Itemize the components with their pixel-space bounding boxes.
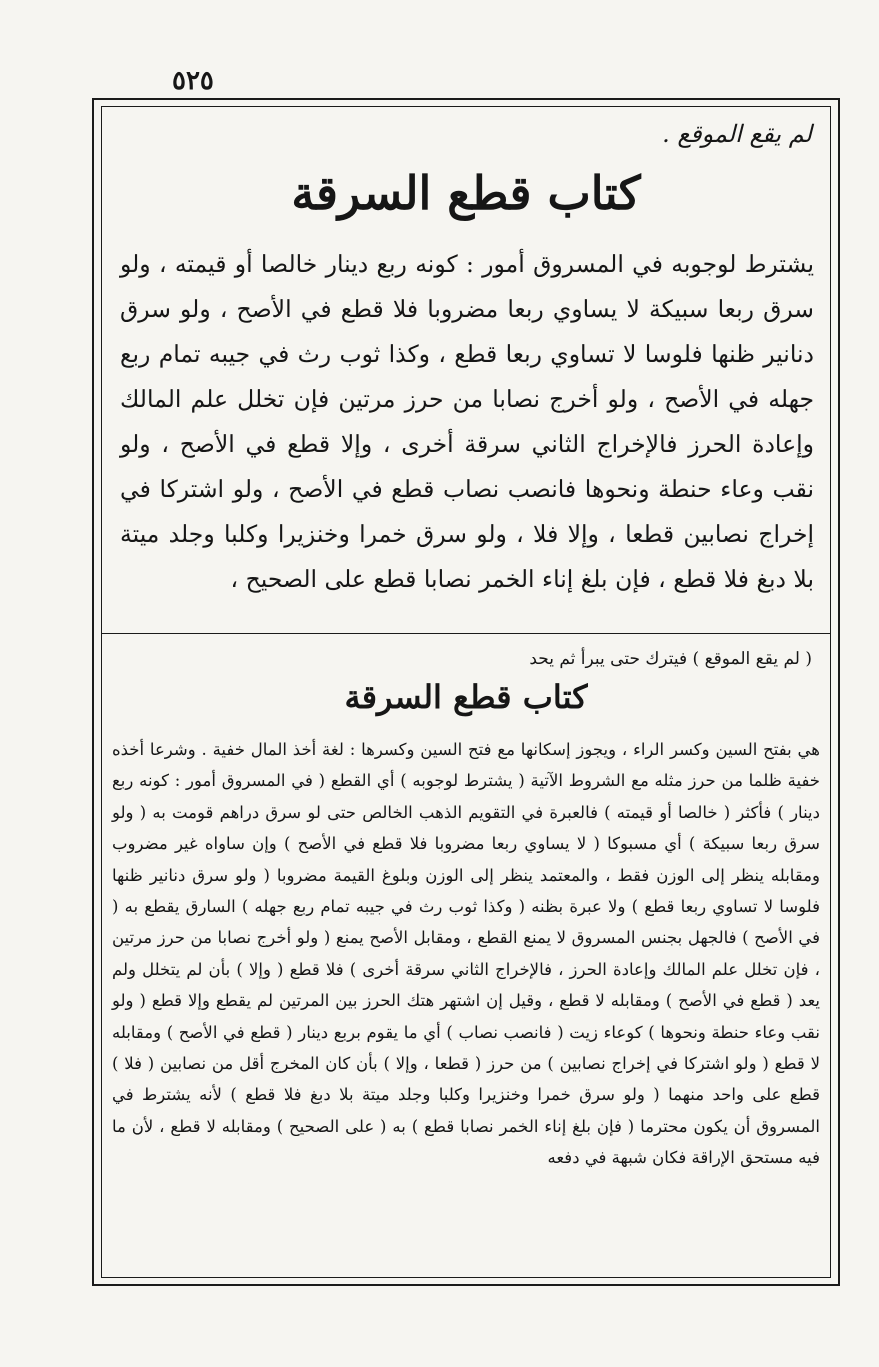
- matn-title: كتاب قطع السرقة: [291, 166, 641, 220]
- sharh-fragment-text: ( لم يقع الموقع ) فيترك حتى يبرأ ثم يحد: [529, 649, 812, 669]
- matn-fragment-text: لم يقع الموقع .: [662, 120, 812, 148]
- section-divider: [101, 633, 831, 634]
- matn-paragraph: يشترط لوجوبه في المسروق أمور : كونه ربع دينار خالصا أو قيمته ، ولو سرق ربعا سبيكة لا يساوي ربعا مضروبا فلا قطع في الأصح ، ولو سرق دنانير ظنها فلوسا لا تساوي ربعا قطع ، وكذا ثوب رث في جيبه تمام ربع جهله في الأصح ، ولو أخرج نصابا من حرز مرتين فإن تخلل علم المالك وإعادة الحرز فالإخراج الثاني سرقة أخرى ، وإلا قطع في الأصح ، ولو نقب وعاء حنطة ونحوها فانصب نصاب قطع في الأصح ، ولو اشتركا في إخراج نصابين قطعا ، وإلا فلا ، ولو سرق خمرا وخنزيرا وكلبا وجلد ميتة بلا دبغ فلا قطع ، فإن بلغ إناء الخمر نصابا قطع على الصحيح ،: [120, 250, 814, 593]
- page-number: ٥٢٥: [172, 66, 214, 96]
- sharh-body: [112, 734, 820, 1174]
- matn-fragment: [120, 120, 812, 148]
- matn-body: [120, 242, 814, 602]
- sharh-fragment: [120, 647, 812, 671]
- sharh-title: كتاب قطع السرقة: [344, 678, 588, 716]
- sharh-paragraph: هي بفتح السين وكسر الراء ، ويجوز إسكانها مع فتح السين وكسرها : لغة أخذ المال خفية . وشرعا أخذه خفية ظلما من حرز مثله مع الشروط الآتية ( يشترط لوجوبه ) أي القطع ( في المسروق أمور : كونه ربع دينار ) فأكثر ( خالصا أو قيمته ) فالعبرة في التقويم الذهب الخالص حتى لو سرق دراهم قومت به ( ولو سرق ربعا سبيكة ) أي مسبوكا ( لا يساوي ربعا مضروبا فلا قطع في الأصح ) وإن ساواه غير مضروب ومقابله ينظر إلى الوزن فقط ، والمعتمد ينظر إلى الوزن وبلوغ القيمة مضروبا ( ولو سرق دنانير ظنها فلوسا لا تساوي ربعا قطع ) ولا عبرة بظنه ( وكذا ثوب رث في جيبه تمام ربع جهله ) السارق يقطع به ( في الأصح ) فالجهل بجنس المسروق لا يمنع القطع ، ومقابل الأصح يمنع ( ولو أخرج نصابا من حرز مرتين ، فإن تخلل علم المالك وإعادة الحرز ، فالإخراج الثاني سرقة أخرى ) فلا قطع ( وإلا ) بأن لم يتخلل ولم يعد ( قطع في الأصح ) ومقابله لا قطع ، وقيل إن اشتهر هتك الحرز بين المرتين لم يقطع وإلا قطع ( ولو نقب وعاء حنطة ونحوها ) كوعاء زيت ( فانصب نصاب ) أي ما يقوم بربع دينار ( قطع في الأصح ) ومقابله لا قطع ( ولو اشتركا في إخراج نصابين ) من حرز ( قطعا ، وإلا ) بأن كان المخرج أقل من نصابين ( فلا ) قطع على واحد منهما ( ولو سرق خمرا وخنزيرا وكلبا وجلد ميتة بلا دبغ فلا قطع ) لأنه يشترط في المسروق أن يكون محترما ( فإن بلغ إناء الخمر نصابا قطع ) به ( على الصحيح ) ومقابله لا قطع ، لأن ما فيه مستحق الإراقة فكان شبهة في دفعه: [112, 740, 820, 1168]
